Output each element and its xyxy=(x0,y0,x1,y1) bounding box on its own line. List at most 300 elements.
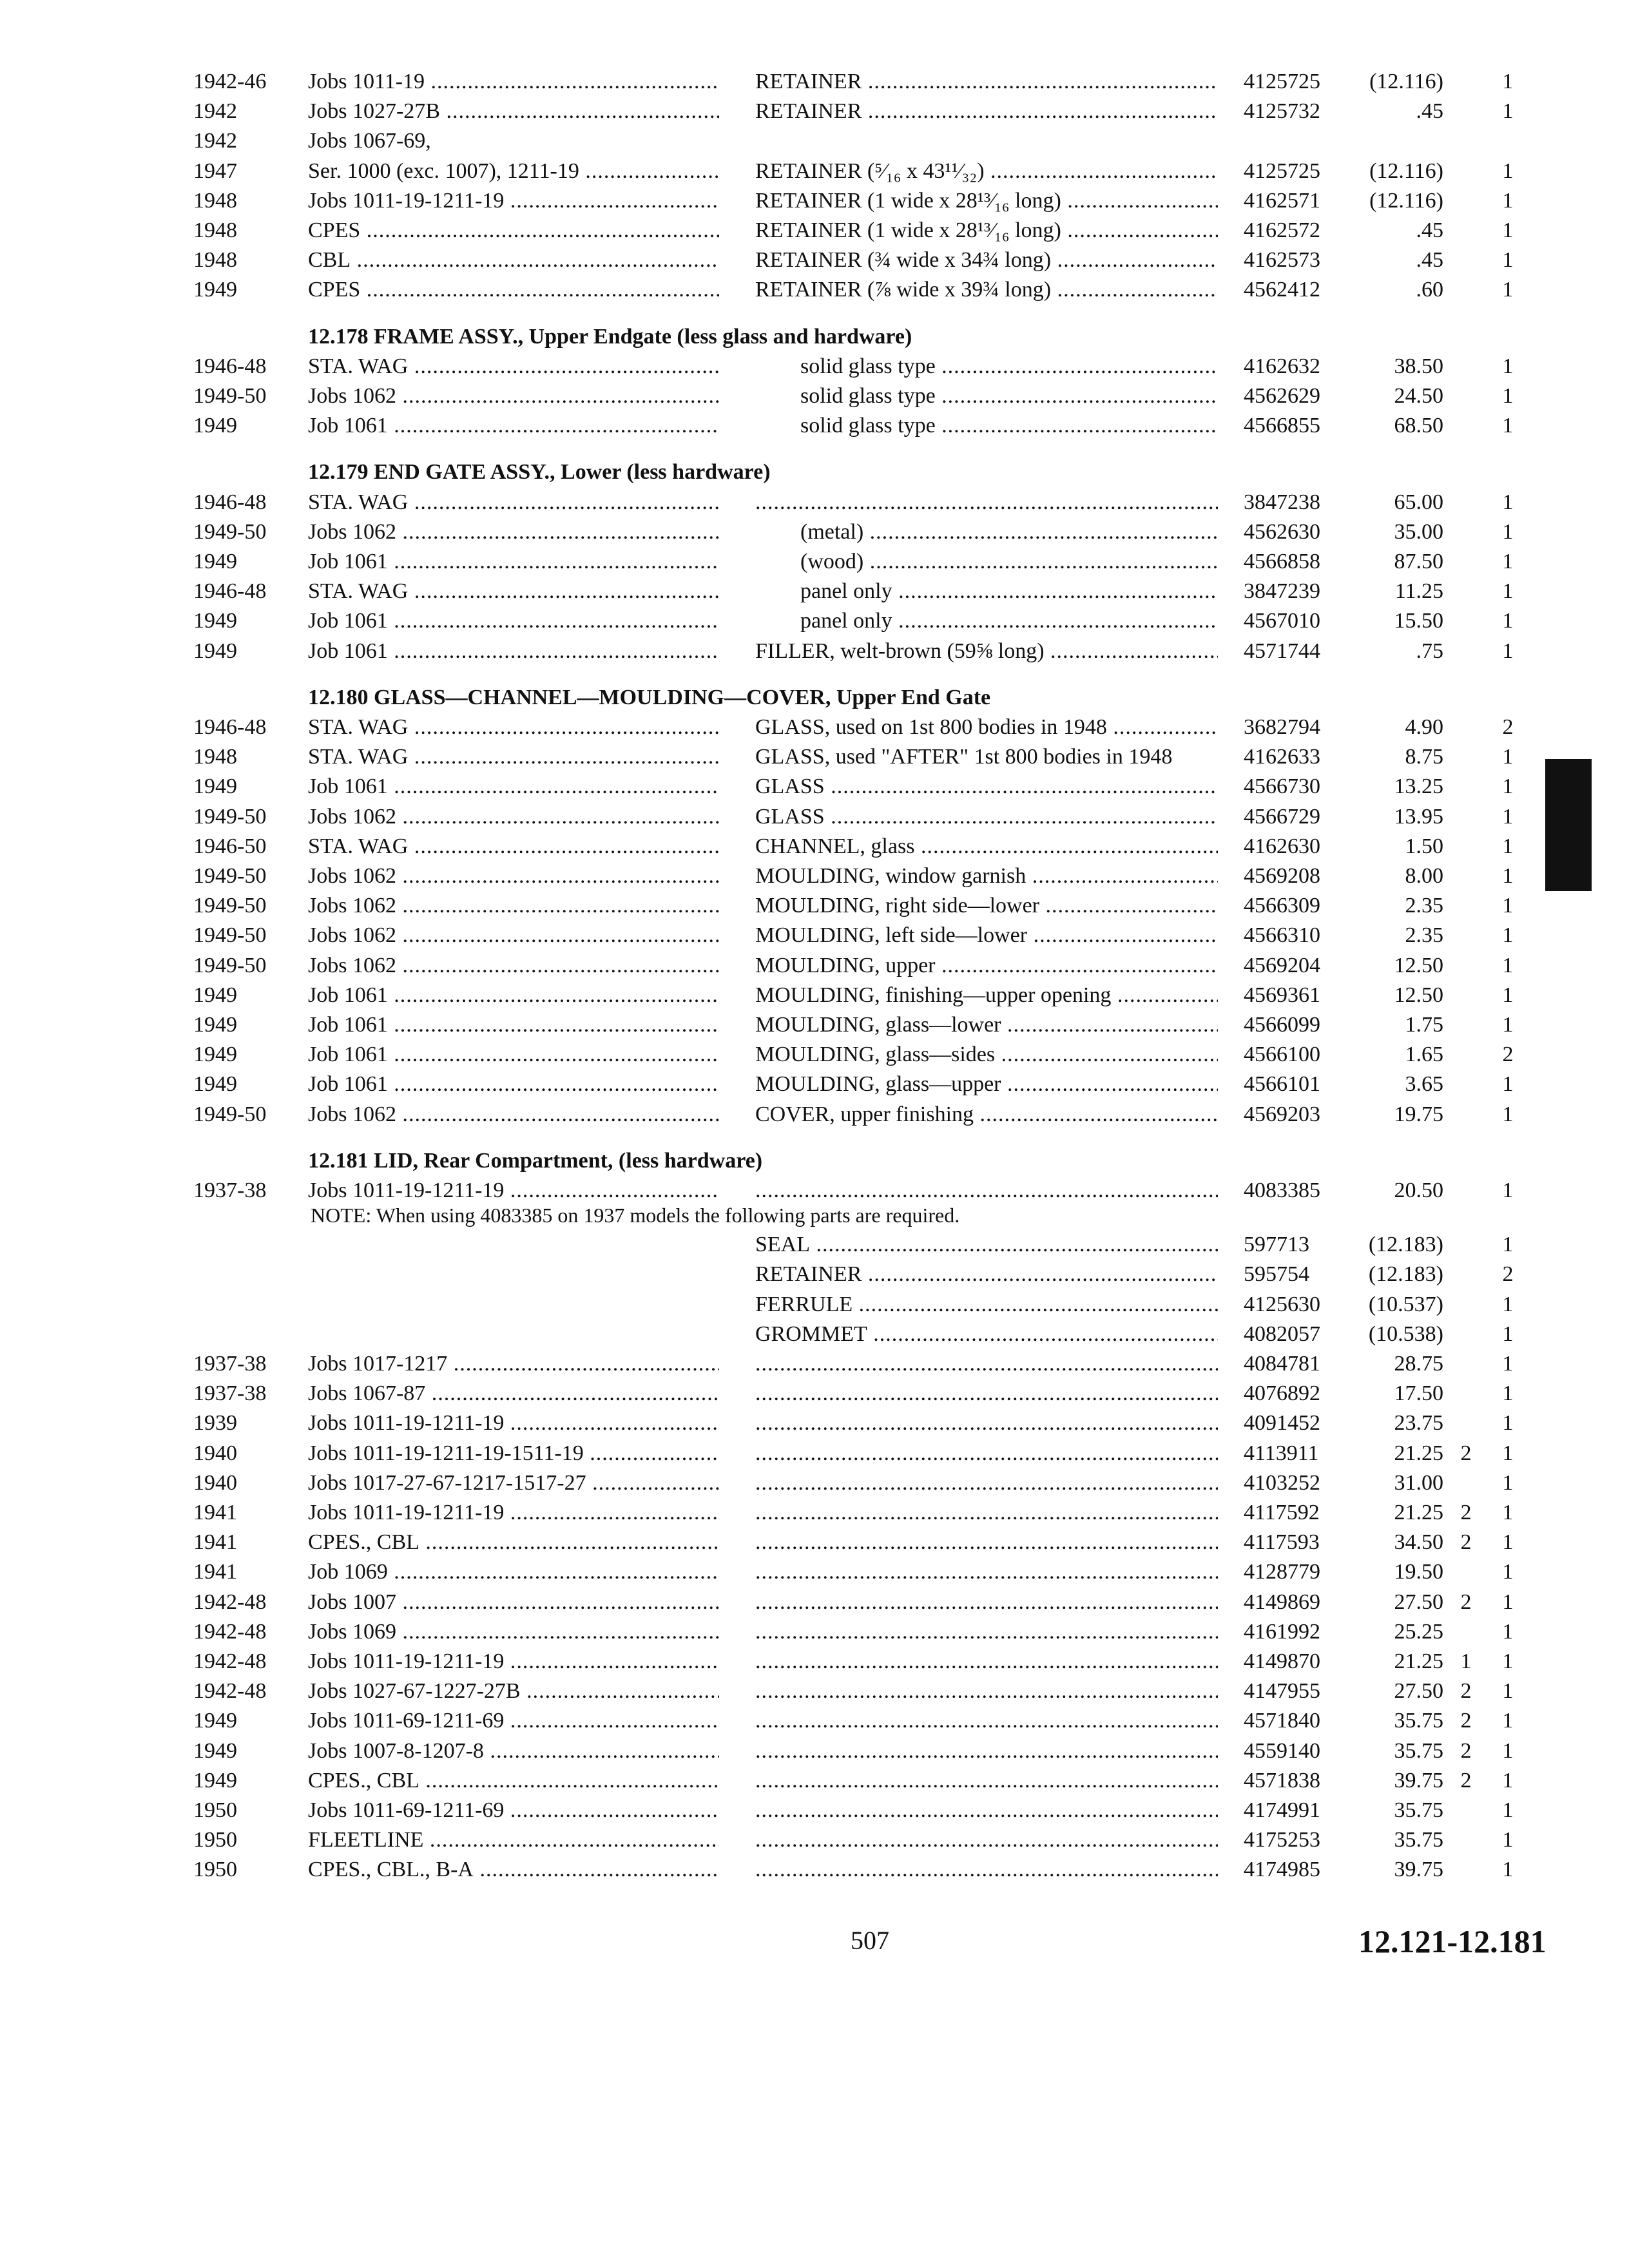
application-cell: Jobs 1007-8-1207-8 ..... xyxy=(308,1736,719,1766)
application-cell: STA. WAG ..... xyxy=(308,352,719,381)
quantity-cell: 1 xyxy=(1502,1411,1514,1436)
description-cell: MOULDING, left side—lower ..... xyxy=(755,921,1218,950)
price-cell: (12.183) xyxy=(1368,1262,1443,1287)
price-cell: 20.50 xyxy=(1394,1178,1443,1202)
application-cell: CPES., CBL ..... xyxy=(308,1528,719,1557)
part-number-cell: 4161992 xyxy=(1244,1619,1320,1644)
description-cell xyxy=(755,1379,1218,1408)
quantity-cell: 1 xyxy=(1502,519,1514,544)
price-cell: (10.538) xyxy=(1368,1321,1443,1346)
price-cell: 27.50 xyxy=(1394,1590,1443,1614)
parts-row xyxy=(0,921,1629,950)
description-cell: panel only ..... xyxy=(755,577,1218,606)
parts-row xyxy=(0,186,1629,216)
part-number-cell: 4569361 xyxy=(1244,983,1320,1007)
quantity-cell: 1 xyxy=(1502,834,1514,858)
extra-cell: 2 xyxy=(1460,1679,1472,1704)
application-cell: CPES., CBL., B-A ..... xyxy=(308,1855,719,1885)
price-cell: 35.75 xyxy=(1394,1828,1443,1852)
price-cell: 87.50 xyxy=(1394,550,1443,573)
part-number-cell: 4567010 xyxy=(1244,609,1320,633)
part-number-cell: 4103252 xyxy=(1244,1470,1320,1495)
description-cell: RETAINER ..... xyxy=(755,67,1218,97)
quantity-cell: 2 xyxy=(1502,1262,1514,1287)
description-cell: RETAINER (1 wide x 28¹³⁄₁₆ long) ..... xyxy=(755,186,1218,216)
quantity-cell: 2 xyxy=(1502,715,1514,739)
year-cell: 1946-48 xyxy=(193,715,267,739)
application-cell: STA. WAG ..... xyxy=(308,488,719,517)
part-number-cell: 4566729 xyxy=(1244,804,1320,829)
parts-row xyxy=(0,126,1629,156)
price-cell: 31.00 xyxy=(1394,1470,1443,1495)
price-cell: 11.25 xyxy=(1394,579,1443,604)
parts-row xyxy=(0,1379,1629,1408)
price-cell: 4.90 xyxy=(1405,715,1443,739)
price-cell: 35.75 xyxy=(1394,1798,1443,1822)
price-cell: (12.116) xyxy=(1369,70,1443,93)
price-cell: 19.50 xyxy=(1394,1560,1443,1584)
quantity-cell: 1 xyxy=(1502,1619,1514,1644)
description-cell: GLASS ..... xyxy=(755,772,1218,802)
year-cell: 1939 xyxy=(193,1411,237,1436)
year-cell: 1949-50 xyxy=(193,1102,267,1126)
parts-row xyxy=(0,352,1629,381)
price-cell: 13.95 xyxy=(1394,804,1443,829)
year-cell: 1948 xyxy=(193,248,237,273)
part-number-cell: 4569208 xyxy=(1244,864,1320,888)
price-cell: 17.50 xyxy=(1394,1381,1443,1406)
quantity-cell: 1 xyxy=(1502,1072,1514,1097)
quantity-cell: 1 xyxy=(1502,894,1514,918)
part-number-cell: 4125630 xyxy=(1244,1292,1320,1316)
part-number-cell: 4566855 xyxy=(1244,414,1320,438)
quantity-cell: 1 xyxy=(1502,1530,1514,1555)
year-cell: 1946-48 xyxy=(193,490,267,514)
price-cell: (12.183) xyxy=(1368,1233,1443,1257)
quantity-cell: 1 xyxy=(1502,490,1514,514)
part-number-cell: 4562412 xyxy=(1244,278,1320,302)
parts-row xyxy=(0,981,1629,1010)
part-number-cell: 4117593 xyxy=(1244,1530,1320,1555)
price-cell: 1.50 xyxy=(1405,834,1443,858)
price-cell: 8.00 xyxy=(1405,864,1443,888)
description-cell: (metal) ..... xyxy=(755,517,1218,547)
price-cell: 21.25 xyxy=(1394,1501,1443,1524)
parts-row xyxy=(0,245,1629,275)
quantity-cell: 2 xyxy=(1502,1043,1514,1067)
quantity-cell: 1 xyxy=(1502,159,1514,183)
application-cell: Job 1061 ..... xyxy=(308,411,719,441)
description-cell: RETAINER (⁵⁄₁₆ x 43¹¹⁄₃₂) ..... xyxy=(755,157,1218,186)
application-cell: STA. WAG ..... xyxy=(308,577,719,606)
description-cell: GLASS, used on 1st 800 bodies in 1948 ..... xyxy=(755,713,1218,742)
part-number-cell: 4117592 xyxy=(1244,1501,1320,1524)
quantity-cell: 1 xyxy=(1502,1828,1514,1852)
part-number-cell: 4566099 xyxy=(1244,1013,1320,1037)
quantity-cell: 1 xyxy=(1502,354,1514,378)
description-cell: (wood) ..... xyxy=(755,547,1218,577)
part-number-cell: 4174991 xyxy=(1244,1798,1320,1822)
parts-row xyxy=(0,488,1629,517)
part-number-cell: 4569204 xyxy=(1244,953,1320,977)
quantity-cell: 1 xyxy=(1502,1013,1514,1037)
price-cell: 65.00 xyxy=(1394,490,1443,514)
quantity-cell: 1 xyxy=(1502,1649,1514,1673)
parts-row xyxy=(0,713,1629,742)
parts-row xyxy=(0,1796,1629,1825)
quantity-cell: 1 xyxy=(1502,745,1514,769)
application-cell: Jobs 1027-27B ..... xyxy=(308,97,719,126)
part-number-cell: 4162632 xyxy=(1244,354,1320,378)
year-cell: 1949 xyxy=(193,550,237,573)
parts-row xyxy=(0,1528,1629,1557)
year-cell: 1949 xyxy=(193,609,237,633)
description-cell: MOULDING, glass—lower ..... xyxy=(755,1010,1218,1040)
description-cell: COVER, upper finishing ..... xyxy=(755,1100,1218,1129)
part-number-cell: 4562630 xyxy=(1244,519,1320,544)
year-cell: 1942-48 xyxy=(193,1679,267,1704)
parts-row xyxy=(0,97,1629,126)
price-cell: 39.75 xyxy=(1394,1768,1443,1792)
description-cell: GROMMET ..... xyxy=(755,1320,1218,1349)
quantity-cell: 1 xyxy=(1502,99,1514,124)
part-number-cell: 4091452 xyxy=(1244,1411,1320,1436)
parts-row xyxy=(0,1855,1629,1885)
parts-row xyxy=(0,802,1629,832)
section-heading: 12.180 GLASS—CHANNEL—MOULDING—COVER, Upper End Gate xyxy=(308,685,991,709)
parts-row xyxy=(0,1736,1629,1766)
part-number-cell: 4566730 xyxy=(1244,774,1320,799)
quantity-cell: 1 xyxy=(1502,1233,1514,1257)
parts-row xyxy=(0,216,1629,245)
parts-row xyxy=(0,891,1629,921)
parts-row xyxy=(0,381,1629,411)
parts-row xyxy=(0,547,1629,577)
year-cell: 1948 xyxy=(193,188,237,213)
parts-row xyxy=(0,411,1629,441)
price-cell: 19.75 xyxy=(1394,1102,1443,1126)
page-number: 507 xyxy=(851,1926,889,1955)
year-cell: 1949 xyxy=(193,1768,237,1792)
year-cell: 1940 xyxy=(193,1470,237,1495)
description-cell: FILLER, welt-brown (59⅝ long) ..... xyxy=(755,637,1218,666)
quantity-cell: 1 xyxy=(1502,1560,1514,1584)
description-cell xyxy=(755,1498,1218,1528)
year-cell: 1942-46 xyxy=(193,70,267,93)
parts-row xyxy=(0,861,1629,891)
price-cell: (10.537) xyxy=(1368,1292,1443,1316)
parts-row xyxy=(0,1408,1629,1438)
part-number-cell: 4125732 xyxy=(1244,99,1320,124)
year-cell: 1949 xyxy=(193,1738,237,1763)
parts-row xyxy=(0,772,1629,802)
year-cell: 1949 xyxy=(193,1709,237,1733)
parts-row xyxy=(0,1468,1629,1498)
parts-row xyxy=(0,1010,1629,1040)
quantity-cell: 1 xyxy=(1502,248,1514,273)
application-cell: Jobs 1017-1217 ..... xyxy=(308,1349,719,1379)
section-heading: 12.179 END GATE ASSY., Lower (less hardware) xyxy=(308,460,771,485)
description-cell xyxy=(755,1855,1218,1885)
part-number-cell: 4113911 xyxy=(1244,1441,1319,1465)
part-number-cell: 4571838 xyxy=(1244,1768,1320,1792)
price-cell: 12.50 xyxy=(1394,953,1443,977)
quantity-cell: 1 xyxy=(1502,579,1514,604)
description-cell: MOULDING, finishing—upper opening ..... xyxy=(755,981,1218,1010)
price-cell: 8.75 xyxy=(1405,745,1443,769)
application-cell: Jobs 1011-19-1211-19 ..... xyxy=(308,186,719,216)
part-number-cell: 3682794 xyxy=(1244,715,1320,739)
parts-row xyxy=(0,832,1629,861)
part-number-cell: 4566100 xyxy=(1244,1043,1320,1067)
description-cell: GLASS ..... xyxy=(755,802,1218,832)
part-number-cell: 3847239 xyxy=(1244,579,1320,604)
year-cell: 1949-50 xyxy=(193,804,267,829)
description-cell: RETAINER (¾ wide x 34¾ long) ..... xyxy=(755,245,1218,275)
year-cell: 1949 xyxy=(193,774,237,799)
part-number-cell: 4174985 xyxy=(1244,1858,1320,1882)
year-cell: 1949-50 xyxy=(193,953,267,977)
quantity-cell: 1 xyxy=(1502,983,1514,1007)
parts-row xyxy=(0,1439,1629,1468)
application-cell: STA. WAG ..... xyxy=(308,832,719,861)
year-cell: 1950 xyxy=(193,1858,237,1882)
application-cell: Job 1061 ..... xyxy=(308,1010,719,1040)
application-cell: CPES ..... xyxy=(308,275,719,305)
quantity-cell: 1 xyxy=(1502,70,1514,93)
description-cell xyxy=(755,1796,1218,1825)
year-cell: 1942-48 xyxy=(193,1649,267,1673)
description-cell: MOULDING, right side—lower ..... xyxy=(755,891,1218,921)
part-number-cell: 4084781 xyxy=(1244,1352,1320,1376)
parts-row xyxy=(0,275,1629,305)
year-cell: 1942 xyxy=(193,129,237,153)
part-number-cell: 4147955 xyxy=(1244,1679,1320,1704)
description-cell: GLASS, used "AFTER" 1st 800 bodies in 1948 xyxy=(755,745,1173,769)
description-cell xyxy=(755,1825,1218,1855)
application-cell: Jobs 1062 ..... xyxy=(308,1100,719,1129)
parts-row xyxy=(0,1290,1629,1320)
parts-row xyxy=(0,1825,1629,1855)
quantity-cell: 1 xyxy=(1502,864,1514,888)
quantity-cell: 1 xyxy=(1502,1102,1514,1126)
application-cell: FLEETLINE ..... xyxy=(308,1825,719,1855)
quantity-cell: 1 xyxy=(1502,1441,1514,1465)
extra-cell: 2 xyxy=(1460,1441,1472,1465)
price-cell: (12.116) xyxy=(1369,188,1443,213)
application-cell: Jobs 1011-69-1211-69 ..... xyxy=(308,1796,719,1825)
parts-row xyxy=(0,1647,1629,1677)
part-number-cell: 4125725 xyxy=(1244,159,1320,183)
quantity-cell: 1 xyxy=(1502,550,1514,573)
description-cell: MOULDING, glass—upper ..... xyxy=(755,1070,1218,1099)
parts-row xyxy=(0,1677,1629,1706)
description-cell xyxy=(755,1588,1218,1617)
year-cell: 1948 xyxy=(193,745,237,769)
quantity-cell: 1 xyxy=(1502,1381,1514,1406)
description-cell: solid glass type ..... xyxy=(755,381,1218,411)
quantity-cell: 1 xyxy=(1502,414,1514,438)
quantity-cell: 1 xyxy=(1502,774,1514,799)
description-cell xyxy=(755,1408,1218,1438)
parts-row xyxy=(0,1617,1629,1647)
description-cell xyxy=(755,1617,1218,1647)
extra-cell: 2 xyxy=(1460,1590,1472,1614)
description-cell: FERRULE ..... xyxy=(755,1290,1218,1320)
year-cell: 1941 xyxy=(193,1501,237,1524)
parts-row xyxy=(0,1766,1629,1796)
application-cell: Jobs 1062 ..... xyxy=(308,381,719,411)
year-cell: 1949 xyxy=(193,414,237,438)
quantity-cell: 1 xyxy=(1502,1709,1514,1733)
description-cell: MOULDING, upper ..... xyxy=(755,951,1218,981)
year-cell: 1946-48 xyxy=(193,354,267,378)
year-cell: 1949-50 xyxy=(193,894,267,918)
year-cell: 1949-50 xyxy=(193,923,267,948)
description-cell: RETAINER (⅞ wide x 39¾ long) ..... xyxy=(755,275,1218,305)
description-cell xyxy=(755,1736,1218,1766)
part-number-cell: 4566101 xyxy=(1244,1072,1320,1097)
application-cell: Jobs 1007 ..... xyxy=(308,1588,719,1617)
quantity-cell: 1 xyxy=(1502,1352,1514,1376)
description-cell xyxy=(755,1706,1218,1736)
year-cell: 1942-48 xyxy=(193,1590,267,1614)
price-cell: .45 xyxy=(1416,218,1443,242)
description-cell: RETAINER (1 wide x 28¹³⁄₁₆ long) ..... xyxy=(755,216,1218,245)
application-cell: Jobs 1062 ..... xyxy=(308,802,719,832)
description-cell: solid glass type ..... xyxy=(755,352,1218,381)
quantity-cell: 1 xyxy=(1502,1292,1514,1316)
description-cell xyxy=(755,488,1218,517)
parts-row xyxy=(0,1230,1629,1260)
year-cell: 1937-38 xyxy=(193,1381,267,1406)
part-number-cell: 4571744 xyxy=(1244,639,1320,663)
part-number-cell: 4076892 xyxy=(1244,1381,1320,1406)
application-cell: Jobs 1011-19-1211-19 ..... xyxy=(308,1176,719,1206)
price-cell: 28.75 xyxy=(1394,1352,1443,1376)
application-cell: STA. WAG ..... xyxy=(308,742,719,772)
part-number-cell: 4162572 xyxy=(1244,218,1320,242)
year-cell: 1946-50 xyxy=(193,834,267,858)
part-number-cell: 597713 xyxy=(1244,1233,1309,1257)
application-cell: Jobs 1062 ..... xyxy=(308,517,719,547)
section-range: 12.121-12.181 xyxy=(1358,1923,1547,1959)
description-cell: solid glass type ..... xyxy=(755,411,1218,441)
quantity-cell: 1 xyxy=(1502,1798,1514,1822)
price-cell: 12.50 xyxy=(1394,983,1443,1007)
description-cell xyxy=(755,1439,1218,1468)
section-heading: 12.178 FRAME ASSY., Upper Endgate (less glass and hardware) xyxy=(308,324,912,349)
parts-row xyxy=(0,1176,1629,1206)
quantity-cell: 1 xyxy=(1502,804,1514,829)
quantity-cell: 1 xyxy=(1502,609,1514,633)
application-cell: Job 1069 ..... xyxy=(308,1557,719,1587)
parts-row xyxy=(0,742,1629,772)
part-number-cell: 4162571 xyxy=(1244,188,1320,213)
description-cell: CHANNEL, glass ..... xyxy=(755,832,1218,861)
price-cell: 35.75 xyxy=(1394,1709,1443,1733)
parts-row xyxy=(0,577,1629,606)
parts-row xyxy=(0,1100,1629,1129)
parts-row xyxy=(0,1040,1629,1070)
description-cell: MOULDING, glass—sides ..... xyxy=(755,1040,1218,1070)
parts-row xyxy=(0,1260,1629,1289)
year-cell: 1949-50 xyxy=(193,519,267,544)
year-cell: 1941 xyxy=(193,1530,237,1555)
application-cell: Job 1061 ..... xyxy=(308,547,719,577)
parts-row xyxy=(0,1588,1629,1617)
quantity-cell: 1 xyxy=(1502,1768,1514,1792)
year-cell: 1947 xyxy=(193,159,237,183)
application-cell: Jobs 1011-19-1211-19 ..... xyxy=(308,1647,719,1677)
part-number-cell: 4175253 xyxy=(1244,1828,1320,1852)
year-cell: 1949 xyxy=(193,639,237,663)
quantity-cell: 1 xyxy=(1502,923,1514,948)
quantity-cell: 1 xyxy=(1502,278,1514,302)
price-cell: 27.50 xyxy=(1394,1679,1443,1704)
price-cell: 35.75 xyxy=(1394,1738,1443,1763)
year-cell: 1949-50 xyxy=(193,864,267,888)
year-cell: 1949 xyxy=(193,1043,237,1067)
application-cell: Jobs 1069 ..... xyxy=(308,1617,719,1647)
year-cell: 1949 xyxy=(193,1072,237,1097)
price-cell: .75 xyxy=(1416,639,1443,663)
year-cell: 1946-48 xyxy=(193,579,267,604)
application-cell: Jobs 1011-19-1211-19 ..... xyxy=(308,1408,719,1438)
quantity-cell: 1 xyxy=(1502,1858,1514,1882)
section-heading: 12.181 LID, Rear Compartment, (less hardware) xyxy=(308,1148,763,1173)
price-cell: 15.50 xyxy=(1394,609,1443,633)
part-number-cell: 595754 xyxy=(1244,1262,1309,1287)
quantity-cell: 1 xyxy=(1502,1738,1514,1763)
parts-row xyxy=(0,606,1629,636)
quantity-cell: 1 xyxy=(1502,1501,1514,1524)
part-number-cell: 4569203 xyxy=(1244,1102,1320,1126)
price-cell: 39.75 xyxy=(1394,1858,1443,1882)
part-number-cell: 4566310 xyxy=(1244,923,1320,948)
part-number-cell: 4566858 xyxy=(1244,550,1320,573)
application-cell: CPES ..... xyxy=(308,216,719,245)
application-cell: Jobs 1062 ..... xyxy=(308,951,719,981)
description-cell: SEAL ..... xyxy=(755,1230,1218,1260)
parts-row xyxy=(0,517,1629,547)
section-note: NOTE: When using 4083385 on 1937 models the following parts are required. xyxy=(311,1204,960,1227)
application-cell: Job 1061 ..... xyxy=(308,981,719,1010)
description-cell xyxy=(755,1349,1218,1379)
year-cell: 1942-48 xyxy=(193,1619,267,1644)
part-number-cell: 4162633 xyxy=(1244,745,1320,769)
price-cell: 1.75 xyxy=(1405,1013,1443,1037)
application-cell: Job 1061 ..... xyxy=(308,637,719,666)
year-cell: 1950 xyxy=(193,1828,237,1852)
part-number-cell: 3847238 xyxy=(1244,490,1320,514)
quantity-cell: 1 xyxy=(1502,1321,1514,1346)
part-number-cell: 4562629 xyxy=(1244,384,1320,408)
parts-row xyxy=(0,637,1629,666)
application-cell: CPES., CBL ..... xyxy=(308,1766,719,1796)
extra-cell: 2 xyxy=(1460,1501,1472,1524)
price-cell: 35.00 xyxy=(1394,519,1443,544)
application-cell: Jobs 1067-69, xyxy=(308,129,431,153)
quantity-cell: 1 xyxy=(1502,218,1514,242)
year-cell: 1949-50 xyxy=(193,384,267,408)
part-number-cell: 4082057 xyxy=(1244,1321,1320,1346)
price-cell: 24.50 xyxy=(1394,384,1443,408)
quantity-cell: 1 xyxy=(1502,1590,1514,1614)
price-cell: 23.75 xyxy=(1394,1411,1443,1436)
price-cell: 21.25 xyxy=(1394,1649,1443,1673)
application-cell: Jobs 1062 ..... xyxy=(308,891,719,921)
